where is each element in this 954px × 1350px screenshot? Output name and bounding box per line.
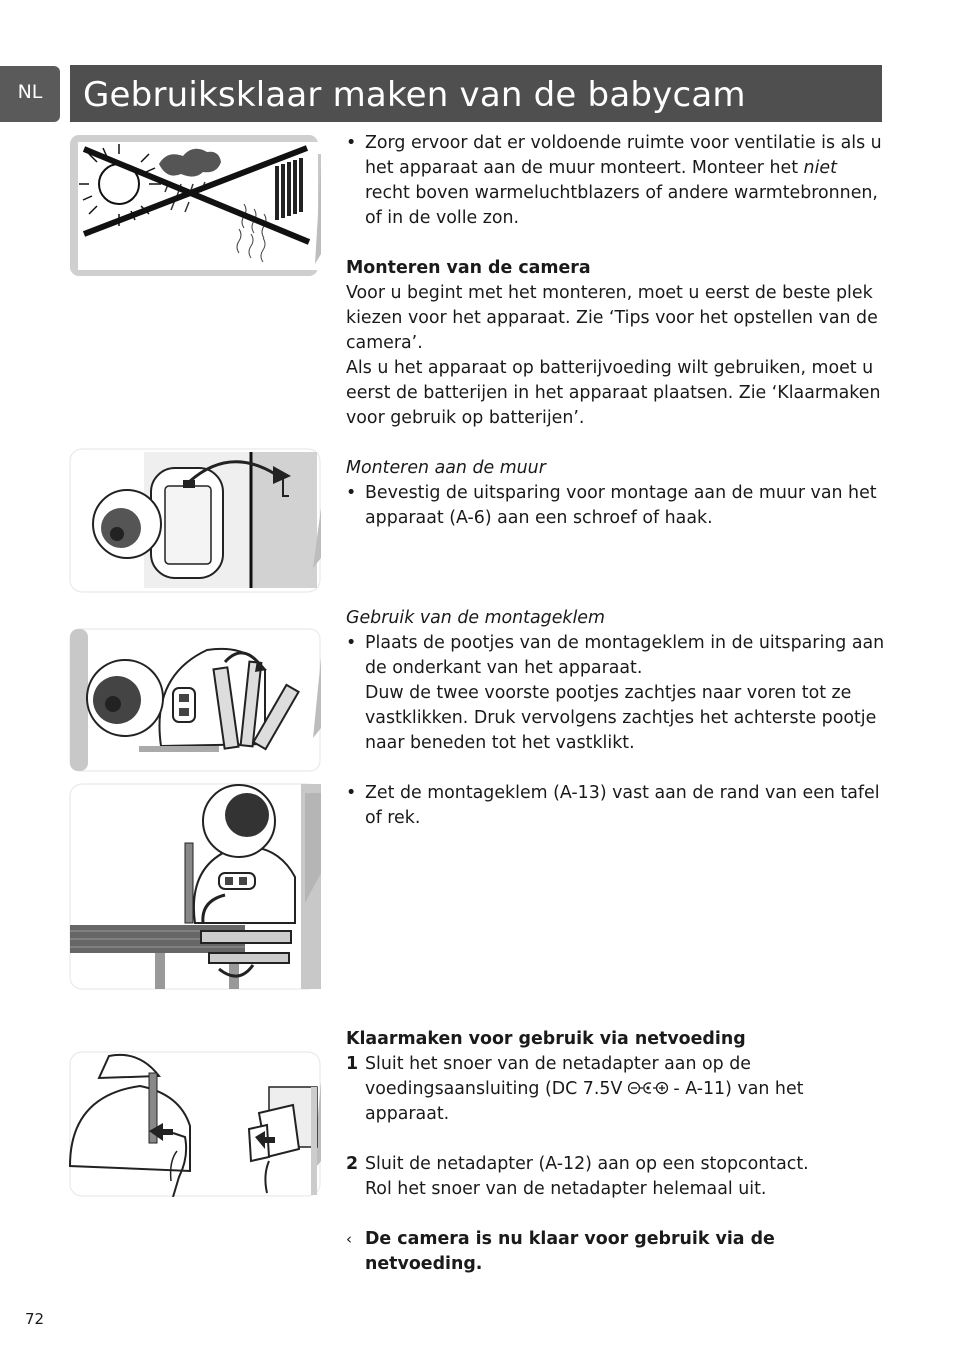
power-section (346, 1027, 886, 1277)
bullet-text: Bevestig de uitsparing voor montage aan de muur van het apparaat (A-6) aan een schroef of haak. (365, 483, 877, 528)
bullet-dot: • (346, 483, 357, 503)
bullet-text: Plaats de pootjes van de montageklem in de uitsparing aan de onderkant van het apparaat. (365, 633, 885, 678)
clamp-bullet-1 (346, 631, 886, 681)
wall-mount-subheading: Monteren aan de muur (346, 458, 546, 478)
language-tab: NL (0, 66, 60, 122)
result-text: De camera is nu klaar voor gebruik via de netvoeding. (365, 1229, 775, 1274)
power-adapter-illustration (69, 1051, 321, 1197)
clamp-legs-illustration (69, 628, 321, 772)
clamp-bullet-2 (346, 781, 886, 831)
wall-mount-bullet (346, 481, 886, 531)
step-number: 1 (346, 1054, 359, 1074)
no-heat-sun-icon (69, 134, 321, 277)
text-column (346, 131, 886, 831)
bullet-dot: • (346, 633, 357, 653)
ventilation-bullet (346, 131, 886, 231)
bullet-text: Zet de montageklem (A-13) vast aan de rand van een tafel of rek. (365, 783, 880, 828)
bullet-emphasis: niet (803, 158, 837, 178)
bullet-text: Zorg ervoor dat er voldoende ruimte voor ventilatie is als u het apparaat aan de muur monteert. Monteer het (365, 133, 882, 178)
step-text-cont: - A-11) van het apparaat. (365, 1079, 804, 1124)
step-text: Sluit de netadapter (A-12) aan op een stopcontact. (365, 1154, 809, 1174)
mounting-heading: Monteren van de camera (346, 258, 591, 278)
bullet-dot: • (346, 133, 357, 153)
page-title: Gebruiksklaar maken van de babycam (70, 65, 882, 122)
result-marker: ‹ (346, 1230, 352, 1248)
page-number: 72 (25, 1310, 45, 1328)
bullet-text-cont: recht boven warmeluchtblazers of andere warmtebronnen, of in de volle zon. (365, 183, 878, 228)
power-step-2-cont: Rol het snoer van de netadapter helemaal uit. (365, 1179, 767, 1199)
wall-mount-illustration (69, 448, 321, 593)
bullet-dot: • (346, 783, 357, 803)
clamp-subheading: Gebruik van de montageklem (346, 608, 605, 628)
step-number: 2 (346, 1154, 359, 1174)
table-clamp-illustration (69, 783, 321, 990)
power-step-1 (346, 1052, 886, 1127)
clamp-bullet-1-cont: Duw de twee voorste pootjes zachtjes naar voren tot ze vastklikken. Druk vervolgens zachtjes het achterste pootje naar beneden tot het vastklikt. (365, 683, 877, 753)
power-result (346, 1227, 886, 1277)
dc-polarity-icon (628, 1080, 668, 1096)
power-heading: Klaarmaken voor gebruik via netvoeding (346, 1029, 746, 1049)
power-step-2 (346, 1152, 886, 1177)
mounting-para-1: Voor u begint met het monteren, moet u eerst de beste plek kiezen voor het apparaat. Zie ‘Tips voor het opstellen van de camera’. (346, 283, 878, 353)
mounting-para-2: Als u het apparaat op batterijvoeding wilt gebruiken, moet u eerst de batterijen in het apparaat plaatsen. Zie ‘Klaarmaken voor gebruik op batterijen’. (346, 358, 881, 428)
step-text: Sluit het snoer van de netadapter aan op de voedingsaansluiting (DC 7.5V (365, 1054, 751, 1099)
